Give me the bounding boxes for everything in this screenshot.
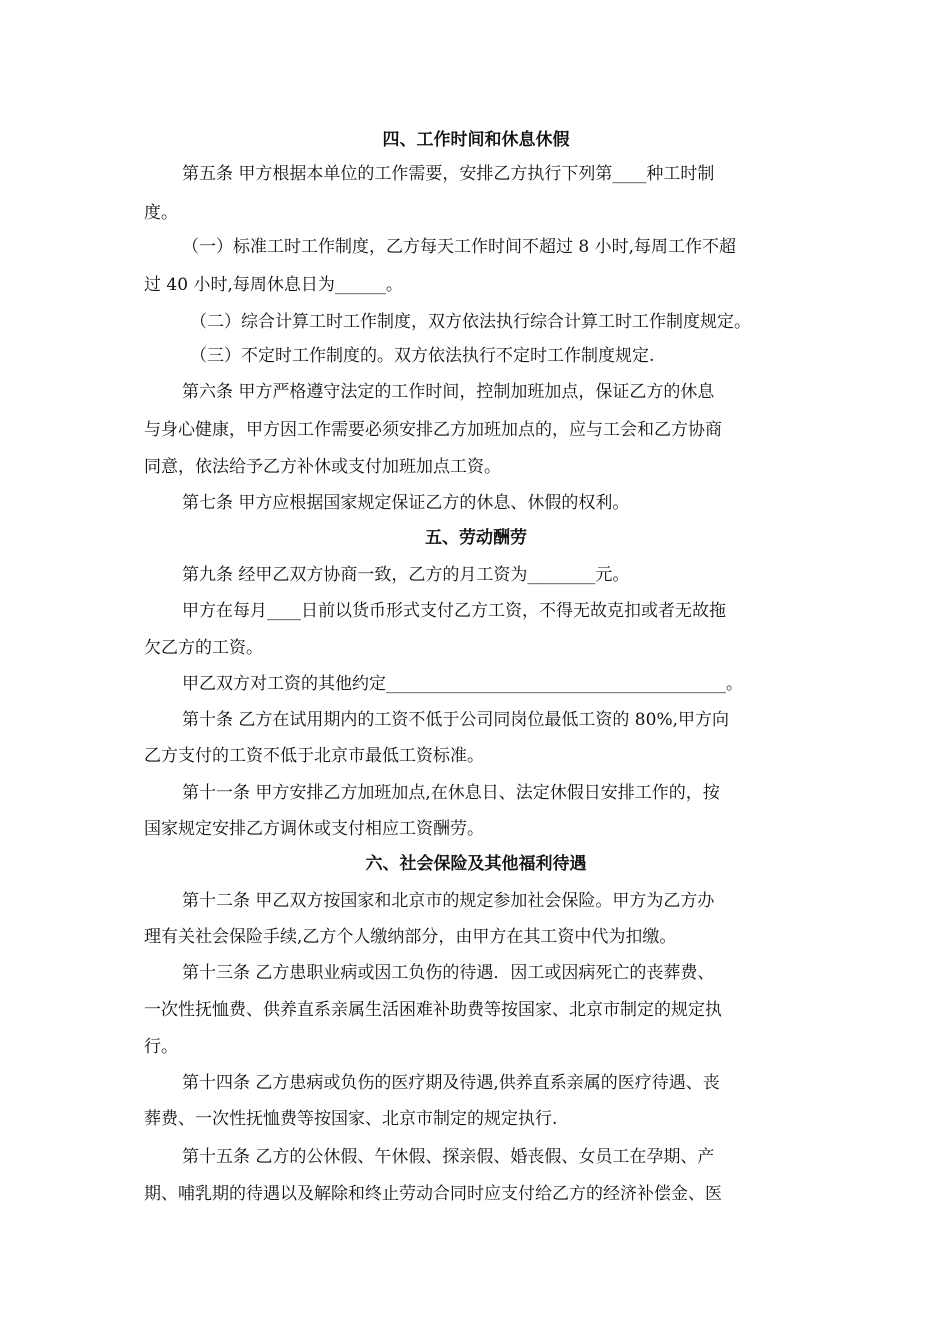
text-line: 第十三条 乙方患职业病或因工负伤的待遇．因工或因病死亡的丧葬费、 (182, 963, 715, 983)
text-line: 第十一条 甲方安排乙方加班加点,在休息日、法定休假日安排工作的，按 (182, 783, 720, 803)
text-line: 期、哺乳期的待遇以及解除和终止劳动合同时应支付给乙方的经济补偿金、医 (144, 1184, 722, 1204)
text-line: 第十四条 乙方患病或负伤的医疗期及待遇,供养直系亲属的医疗待遇、丧 (182, 1073, 720, 1093)
text-line: 甲乙双方对工资的其他约定________________________________________。 (182, 674, 743, 694)
text-line: 乙方支付的工资不低于北京市最低工资标准。 (144, 746, 484, 766)
text-line: 行。 (144, 1037, 178, 1057)
text-line: 同意，依法给予乙方补休或支付加班加点工资。 (144, 457, 501, 477)
text-line: 葬费、一次性抚恤费等按国家、北京市制定的规定执行. (144, 1109, 558, 1129)
section-heading-6: 六、社会保险及其他福利待遇 (365, 854, 587, 874)
text-line: 与身心健康，甲方因工作需要必须安排乙方加班加点的，应与工会和乙方协商 (144, 420, 722, 440)
text-line: 欠乙方的工资。 (144, 638, 263, 658)
text-line: 过 40 小时,每周休息日为______。 (144, 275, 403, 295)
section-heading-4: 四、工作时间和休息休假 (382, 130, 570, 150)
text-line: 第九条 经甲乙双方协商一致，乙方的月工资为________元。 (182, 565, 630, 585)
text-line: 国家规定安排乙方调休或支付相应工资酬劳。 (144, 819, 484, 839)
text-line: （三）不定时工作制度的。双方依法执行不定时工作制度规定. (190, 346, 655, 366)
text-line: 第六条 甲方严格遵守法定的工作时间，控制加班加点，保证乙方的休息 (182, 382, 715, 402)
text-line: 理有关社会保险手续,乙方个人缴纳部分，由甲方在其工资中代为扣缴。 (144, 927, 677, 947)
text-line: 第十五条 乙方的公休假、午休假、探亲假、婚丧假、女员工在孕期、产 (182, 1147, 715, 1167)
section-heading-5: 五、劳动酬劳 (425, 528, 527, 548)
text-line: 度。 (144, 203, 178, 223)
text-line: 一次性抚恤费、供养直系亲属生活困难补助费等按国家、北京市制定的规定执 (144, 1000, 722, 1020)
text-line: （一）标准工时工作制度，乙方每天工作时间不超过 8 小时,每周工作不超 (182, 237, 737, 257)
text-line: （二）综合计算工时工作制度，双方依法执行综合计算工时工作制度规定。 (190, 312, 751, 332)
text-line: 第七条 甲方应根据国家规定保证乙方的休息、休假的权利。 (182, 493, 630, 513)
text-line: 第十条 乙方在试用期内的工资不低于公司同岗位最低工资的 80%,甲方向 (182, 710, 729, 730)
text-line: 甲方在每月____日前以货币形式支付乙方工资，不得无故克扣或者无故拖 (182, 601, 726, 621)
text-line: 第十二条 甲乙双方按国家和北京市的规定参加社会保险。甲方为乙方办 (182, 891, 715, 911)
text-line: 第五条 甲方根据本单位的工作需要，安排乙方执行下列第____种工时制 (182, 164, 715, 184)
